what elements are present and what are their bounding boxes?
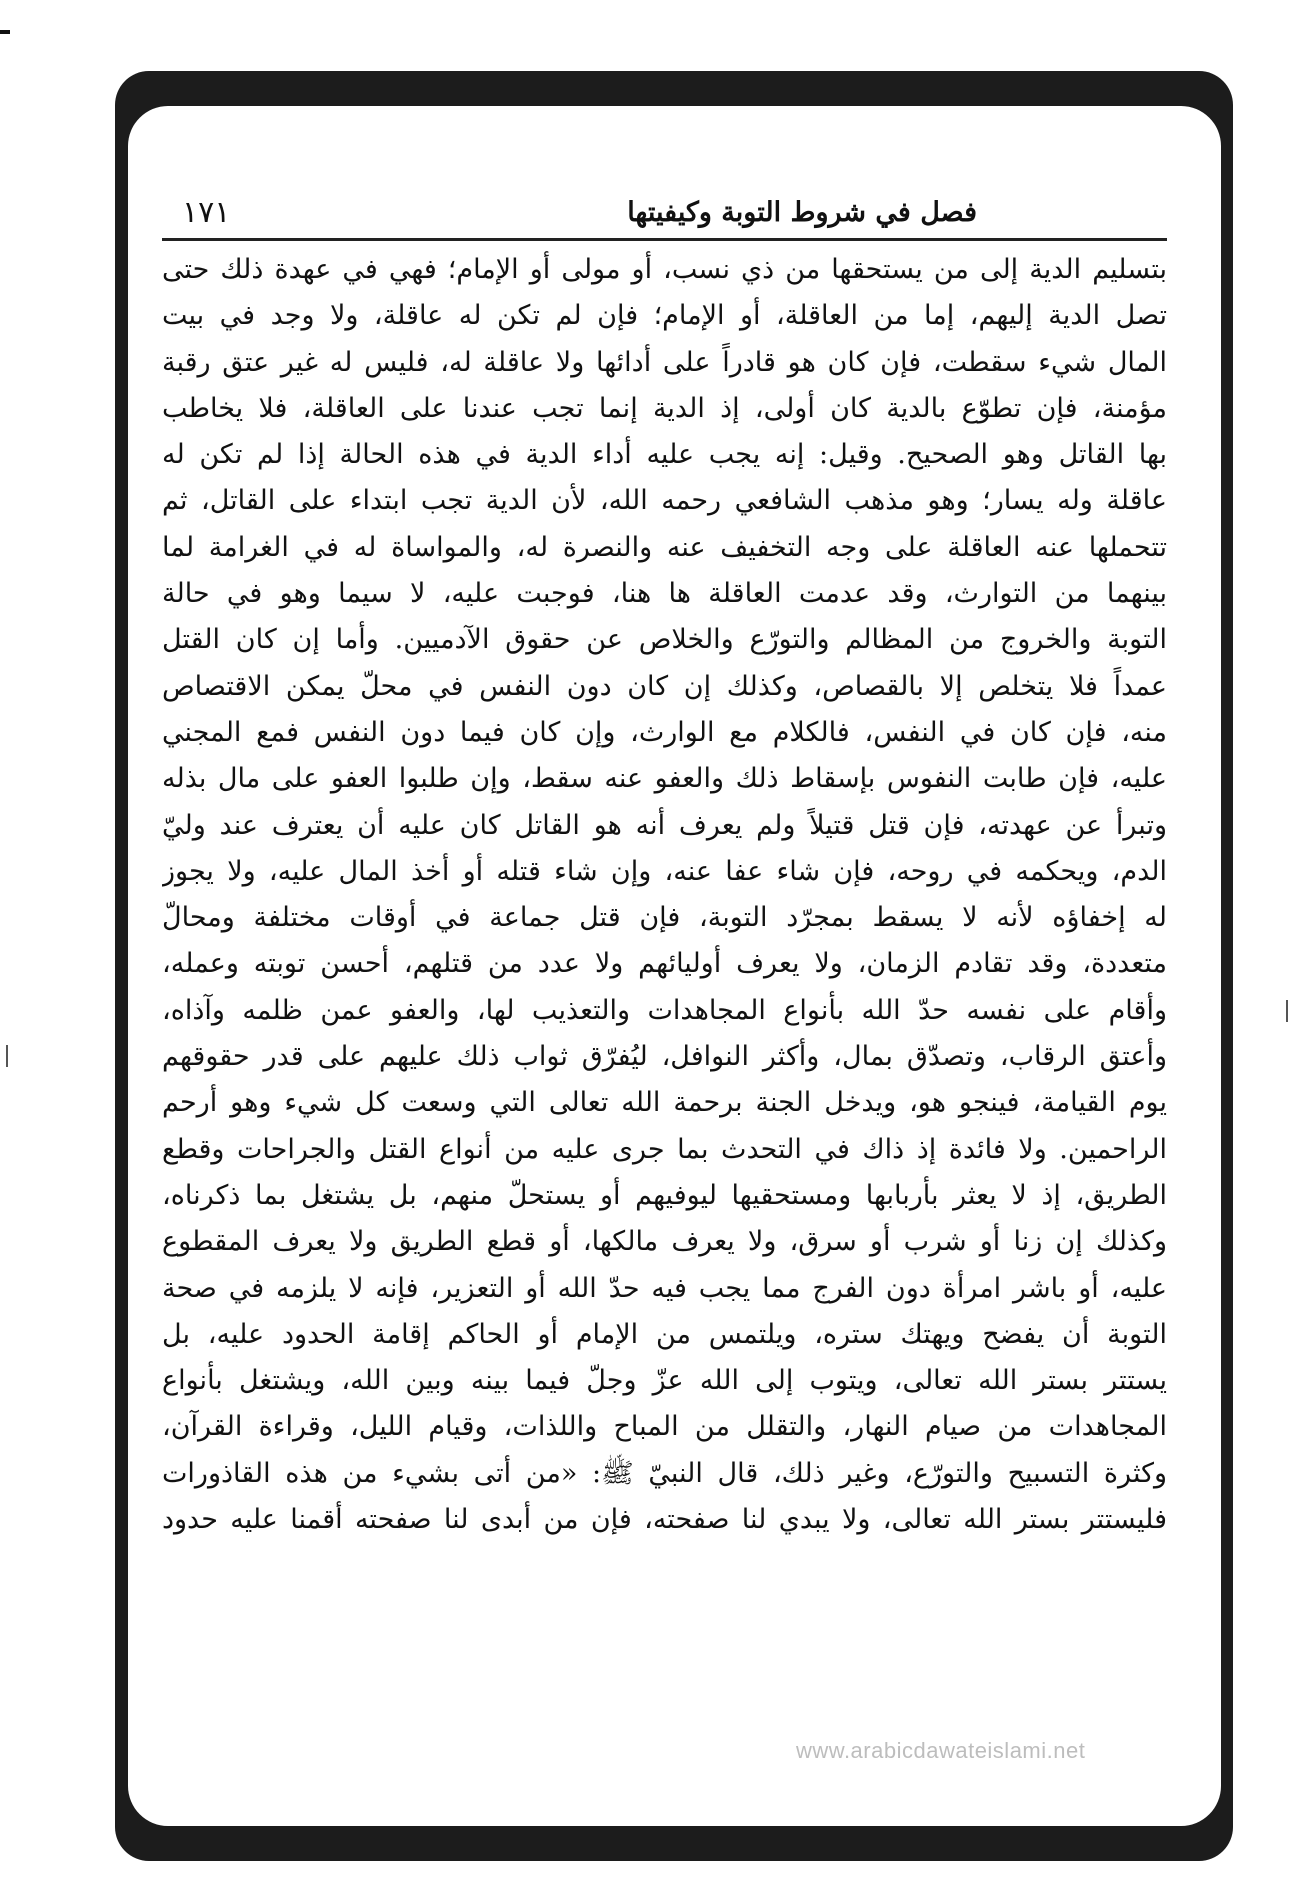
body-text [162,247,1167,1543]
text-line: وأقام على نفسه حدّ الله بأنواع المجاهدات والتعذيب لها، والعفو عمن ظلمه وآذاه، [162,994,1167,1026]
text-line: يوم القيامة، فينجو هو، ويدخل الجنة برحمة الله تعالى التي وسعت كل شيء وهو أرحم [162,1087,1167,1119]
text-line: الدم، ويحكمه في روحه، فإن شاء عفا عنه، وإن شاء قتله أو أخذ المال عليه، ولا يجوز [162,855,1167,887]
page-number: ١٧١ [182,195,231,230]
text-line: بتسليم الدية إلى من يستحقها من ذي نسب، أو مولى أو الإمام؛ فهي في عهدة ذلك حتى [162,254,1167,285]
text-line: تتحملها عنه العاقلة على وجه التخفيف عنه والنصرة له، والمواساة له في الغرامة لما [162,531,1167,563]
scan-tick-left [6,1045,8,1067]
text-line: فليستتر بستر الله تعالى، ولا يبدي لنا صفحته، فإن من أبدى لنا صفحته أقمنا عليه حدود [162,1504,1167,1536]
text-line: الطريق، إذ لا يعثر بأربابها ومستحقيها ليوفيهم أو يستحلّ منهم، بل يشتغل بما ذكرناه، [162,1179,1167,1211]
text-line: بها القاتل وهو الصحيح. وقيل: إنه يجب عليه أداء الدية في هذه الحالة إذا لم تكن له [162,439,1167,471]
running-header [162,192,1167,234]
chapter-title: فصل في شروط التوبة وكيفيتها [627,197,977,228]
scan-edge-mark [0,30,10,34]
text-line: المجاهدات من صيام النهار، والتقلل من المباح واللذات، وقيام الليل، وقراءة القرآن، [162,1411,1167,1443]
text-line: عليه، فإن طابت النفوس بإسقاط ذلك والعفو عنه سقط، وإن طلبوا العفو على مال بذله [162,763,1167,795]
text-line: عاقلة وله يسار؛ وهو مذهب الشافعي رحمه الله، لأن الدية تجب ابتداء على القاتل، ثم [162,485,1167,517]
text-line: وكذلك إن زنا أو شرب أو سرق، ولا يعرف مالكها، أو قطع الطريق ولا يعرف المقطوع [162,1226,1167,1258]
text-line: الراحمين. ولا فائدة إذ ذاك في التحدث بما جرى عليه من أنواع القتل والجراحات وقطع [162,1133,1167,1165]
text-line: يستتر بستر الله تعالى، ويتوب إلى الله عزّ وجلّ فيما بينه وبين الله، ويشتغل بأنواع [162,1365,1167,1397]
text-line: وأعتق الرقاب، وتصدّق بمال، وأكثر النوافل، ليُفرّق ثواب ذلك عليهم على قدر حقوقهم [162,1041,1167,1073]
header-rule [162,238,1167,241]
text-line: عليه، أو باشر امرأة دون الفرج مما يجب فيه حدّ الله أو التعزير، فإنه لا يلزمه في صحة [162,1272,1167,1304]
text-line: عمداً فلا يتخلص إلا بالقصاص، وكذلك إن كان دون النفس في محلّ يمكن الاقتصاص [162,670,1167,702]
text-line: وتبرأ عن عهدته، فإن قتل قتيلاً ولم يعرف أنه هو القاتل كان عليه أن يعترف عند وليّ [162,809,1167,841]
watermark: www.arabicdawateislami.net [796,1738,1086,1763]
text-line: له إخفاؤه لأنه لا يسقط بمجرّد التوبة، فإن قتل جماعة في أوقات مختلفة ومحالّ [162,902,1167,934]
text-line: مؤمنة، فإن تطوّع بالدية كان أولى، إذ الدية إنما تجب عندنا على العاقلة، فلا يخاطب [162,392,1167,424]
text-line: وكثرة التسبيح والتورّع، وغير ذلك، قال النبيّ ﷺ: «من أتى بشيء من هذه القاذورات [162,1457,1167,1489]
text-line: متعددة، وقد تقادم الزمان، ولا يعرف أوليائهم ولا عدد من قتلهم، أحسن توبته وعمله، [162,948,1167,980]
text-line: تصل الدية إليهم، إما من العاقلة، أو الإمام؛ فإن لم تكن له عاقلة، ولا وجد في بيت [162,300,1167,332]
text-line: التوبة والخروج من المظالم والتورّع والخلاص عن حقوق الآدميين. وأما إن كان القتل [162,624,1167,656]
text-line: المال شيء سقطت، فإن كان هو قادراً على أدائها ولا عاقلة له، فليس له غير عتق رقبة [162,346,1167,378]
scan-tick-right [1286,1000,1288,1022]
text-line: بينهما من التوارث، وقد عدمت العاقلة ها هنا، فوجبت عليه، لا سيما وهو في حالة [162,578,1167,610]
text-line: التوبة أن يفضح ويهتك ستره، ويلتمس من الإمام أو الحاكم إقامة الحدود عليه، بل [162,1318,1167,1350]
text-line: منه، فإن كان في النفس، فالكلام مع الوارث، وإن كان فيما دون النفس فمع المجني [162,716,1167,748]
